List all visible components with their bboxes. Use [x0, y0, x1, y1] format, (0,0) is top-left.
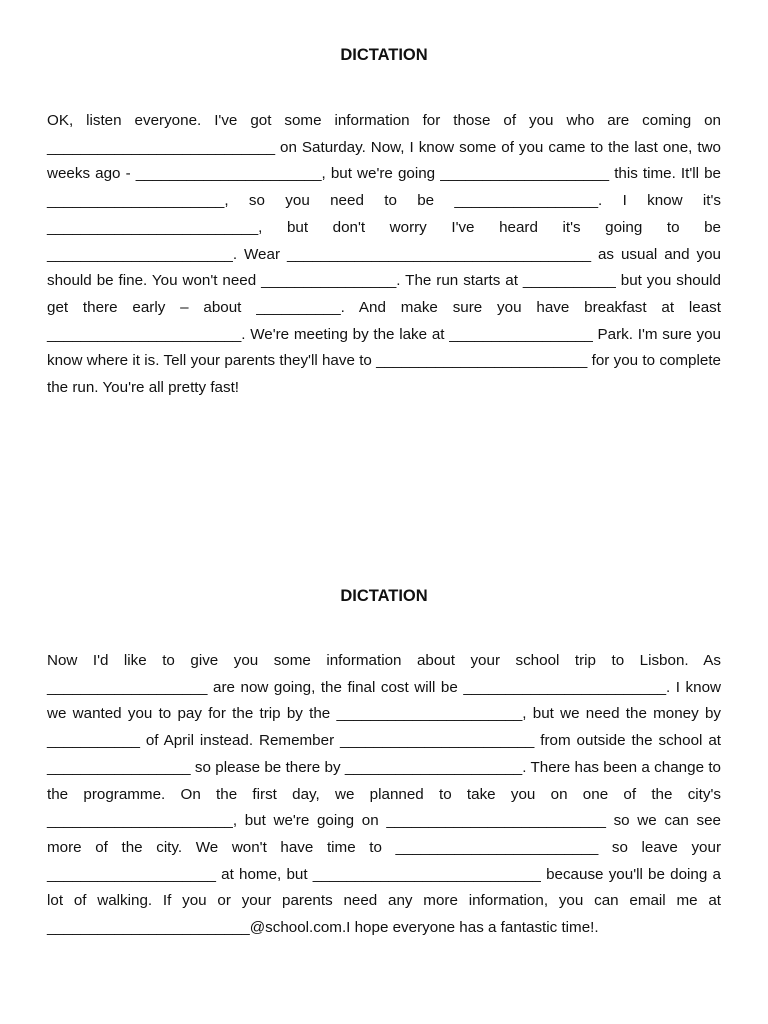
dictation-title: DICTATION [340, 587, 428, 605]
dictation-title: DICTATION [340, 46, 428, 64]
dictation-paragraph: OK, listen everyone. I've got some information for those of you who are coming on ___________________________ on Saturday. Now, I know some of you came to the last one, two weeks ago - ______________________, but we're going ____________________ this time. It'll be _____________________, so you need to be _________________. I know it's _________________________, but don't worry I've heard it's going to be ______________________. Wear ____________________________________ as usual and you should be fine. You won't need ________________. The run starts at ___________ but you should get there early – about __________. And make sure you have breakfast at least _______________________. We're meeting by the lake at _________________ Park. I'm sure you know where it is. Tell your parents they'll have to _________________________ for you to complete the run. You're all pretty fast! [47, 112, 721, 397]
dictation-section-1 [47, 44, 721, 402]
dictation-paragraph: Now I'd like to give you some information about your school trip to Lisbon. As ___________________ are now going, the final cost will be ________________________. I know we wanted you to pay for the trip by the ______________________, but we need the money by ___________ of April instead. Remember _______________________ from outside the school at _________________ so please be there by _____________________. There has been a change to the programme. On the first day, we planned to take you on one of the city's ______________________, but we're going on __________________________ so we can see more of the city. We won't have time to ________________________ so leave your ____________________ at home, but ___________________________ because you'll be doing a lot of walking. If you or your parents need any more information, you can email me at ________________________@school.com.I hope everyone has a fantastic time!. [47, 652, 721, 937]
dictation-section-2 [47, 585, 721, 942]
